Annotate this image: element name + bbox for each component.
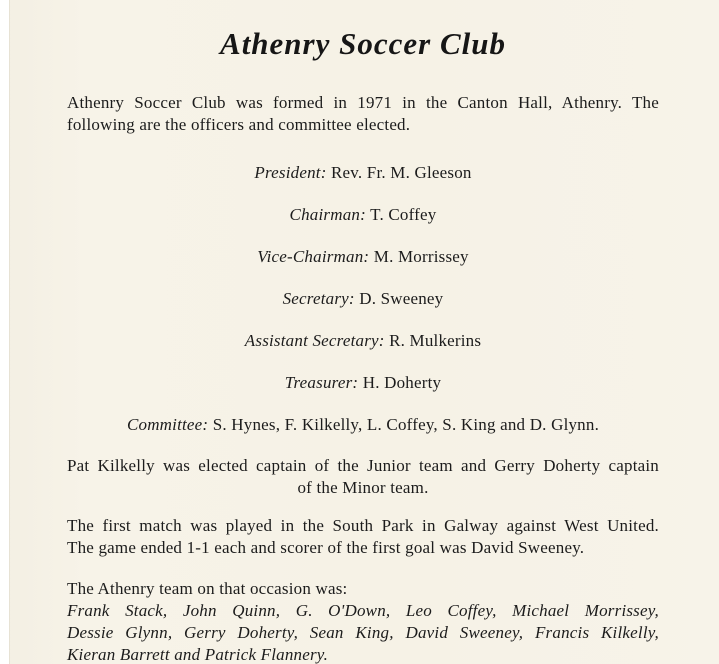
officer-name: M. Morrissey <box>373 247 469 266</box>
intro-line-2: following are the officers and committee elected. <box>67 115 411 134</box>
intro-line-1: Athenry Soccer Club was formed in 1971 in the Canton Hall, Athenry. The <box>67 93 659 112</box>
officer-name: H. Doherty <box>362 373 442 392</box>
captains-line-1: Pat Kilkelly was elected captain of the Junior team and Gerry Doherty captain <box>67 456 659 475</box>
officer-line-vice-chairman <box>67 246 659 268</box>
officer-line-president <box>67 162 659 184</box>
team-paragraph <box>67 578 659 664</box>
team-names-line-1: Frank Stack, John Quinn, G. O'Down, Leo Coffey, Michael Morrissey, <box>67 601 659 620</box>
officer-role: Assistant Secretary: <box>244 331 385 350</box>
officer-role: Chairman: <box>289 205 366 224</box>
team-intro-line: The Athenry team on that occasion was: <box>67 579 348 598</box>
officers-list <box>67 162 659 394</box>
team-names-line-2: Dessie Glynn, Gerry Doherty, Sean King, David Sweeney, Francis Kilkelly, <box>67 623 659 642</box>
officer-line-treasurer <box>67 372 659 394</box>
captains-line-2: of the Minor team. <box>297 478 429 497</box>
team-names-line-3: Kieran Barrett and Patrick Flannery. <box>67 645 329 664</box>
officer-role: President: <box>254 163 327 182</box>
officer-name: Rev. Fr. M. Gleeson <box>331 163 472 182</box>
first-match-line-2: The game ended 1-1 each and scorer of the first goal was David Sweeney. <box>67 538 585 557</box>
committee-names: S. Hynes, F. Kilkelly, L. Coffey, S. King and D. Glynn. <box>212 415 600 434</box>
officer-role: Treasurer: <box>284 373 359 392</box>
first-match-paragraph <box>67 515 659 559</box>
officer-line-chairman <box>67 204 659 226</box>
officer-line-assistant-secretary <box>67 330 659 352</box>
intro-paragraph <box>67 92 659 136</box>
officer-name: D. Sweeney <box>359 289 444 308</box>
committee-role: Committee: <box>126 415 209 434</box>
committee-line <box>67 414 659 436</box>
officer-name: T. Coffey <box>370 205 437 224</box>
officer-name: R. Mulkerins <box>389 331 482 350</box>
officer-role: Secretary: <box>282 289 355 308</box>
officer-line-secretary <box>67 288 659 310</box>
page-title: Athenry Soccer Club <box>220 26 506 61</box>
first-match-line-1: The first match was played in the South Park in Galway against West United. <box>67 516 659 535</box>
officer-role: Vice-Chairman: <box>257 247 370 266</box>
captains-paragraph <box>67 455 659 499</box>
